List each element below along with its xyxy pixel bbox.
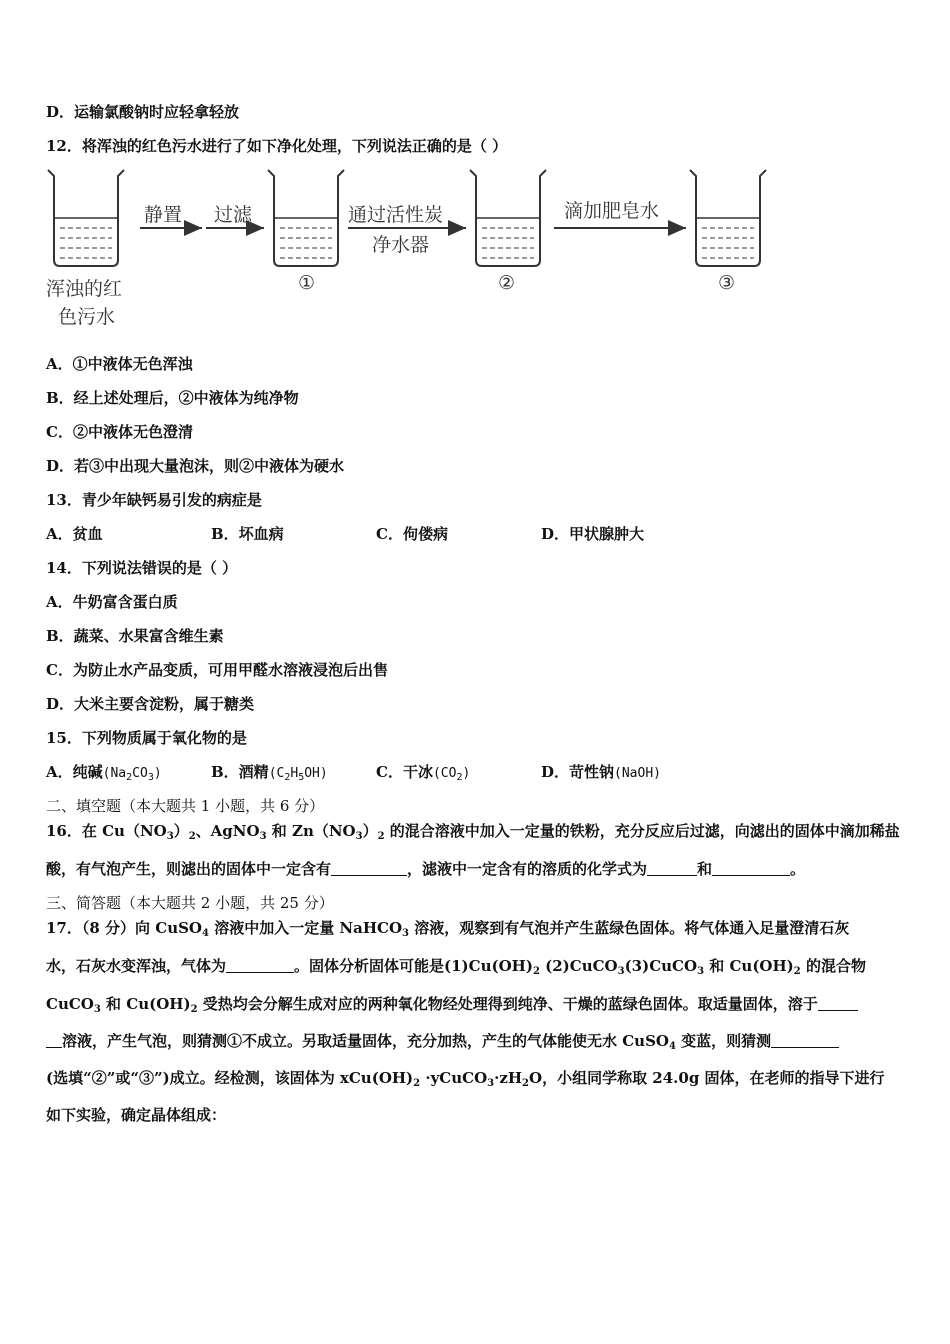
q17-line3: CuCO$_3$ 和 $Cu(OH)_2$ 受热均会分解生成对应的两种氧化物经处理得到纯净、干燥的蓝绿色固体。取适量固体，溶于 (46, 994, 858, 1014)
water-purification-diagram (42, 166, 782, 336)
blank-gas[interactable] (226, 958, 294, 973)
q14-stem: 14．下列说法错误的是（ ） (46, 559, 238, 577)
q13-option-d: D．甲状腺肿大 (541, 525, 645, 543)
start-label-2: 色污水 (58, 306, 116, 328)
beaker-2-label: ② (498, 272, 516, 294)
q12-option-c: C．②中液体无色澄清 (46, 423, 193, 441)
step-carbon-2: 净水器 (372, 234, 430, 256)
q17-line2: 水，石灰水变浑浊，气体为 。固体分析固体可能是$(1)Cu(OH)_2$ (2)CuCO$_3$(3)CuCO$_3$ 和 $Cu(OH)_2$ 的混合物 (46, 957, 866, 977)
blank-reagent-a[interactable] (818, 996, 858, 1011)
beaker-1 (268, 170, 344, 266)
q12-option-a: A．①中液体无色浑浊 (46, 355, 193, 373)
section2-title: 二、填空题（本大题共 1 小题，共 6 分） (46, 797, 325, 815)
step-carbon-1: 通过活性炭 (348, 204, 444, 226)
beaker-3 (690, 170, 766, 266)
blank-solute-2[interactable] (712, 861, 790, 876)
q16-line2: 酸，有气泡产生，则滤出的固体中一定含有 ，滤液中一定含有的溶质的化学式为 和 。 (46, 860, 806, 878)
q17-line4: 溶液，产生气泡，则猜测①不成立。另取适量固体，充分加热，产生的气体能使无水 CuSO$_4$ 变蓝，则猜测 (46, 1031, 839, 1051)
q13-stem: 13．青少年缺钙易引发的病症是 (46, 491, 262, 509)
q13-option-c: C．佝偻病 (376, 525, 448, 543)
q12-option-b: B．经上述处理后，②中液体为纯净物 (46, 389, 299, 407)
q14-option-d: D．大米主要含淀粉，属于糖类 (46, 695, 255, 713)
q15-stem: 15．下列物质属于氧化物的是 (46, 729, 247, 747)
blank-solid[interactable] (331, 861, 407, 876)
q14-option-a: A．牛奶富含蛋白质 (46, 593, 178, 611)
q17-line6: 如下实验，确定晶体组成： (46, 1106, 227, 1124)
q14-option-b: B．蔬菜、水果富含维生素 (46, 627, 224, 645)
blank-reagent-b[interactable] (46, 1033, 62, 1048)
q13-option-a: A．贫血 (46, 525, 103, 543)
q15-option-d: D．苛性钠(NaOH) (541, 763, 661, 781)
q13-option-b: B．坏血病 (211, 525, 284, 543)
beaker-2 (470, 170, 546, 266)
q14-option-c: C．为防止水产品变质，可用甲醛水溶液浸泡后出售 (46, 661, 388, 679)
q15-option-a: A．纯碱$(Na_2CO_3)$ (46, 763, 162, 783)
q12-option-d: D．若③中出现大量泡沫，则②中液体为硬水 (46, 457, 345, 475)
beaker-3-label: ③ (718, 272, 736, 294)
step-settle: 静置 (144, 204, 183, 226)
step-filter: 过滤 (214, 204, 253, 226)
q12-stem: 12．将浑浊的红色污水进行了如下净化处理，下列说法正确的是（ ） (46, 137, 508, 155)
blank-solute-1[interactable] (647, 861, 697, 876)
start-label-1: 浑浊的红 (46, 278, 123, 300)
q16-line1: 16．在 $Cu(NO_3)_2$、AgNO$_3$ 和 $Zn(NO_3)_2$ 的混合溶液中加入一定量的铁粉，充分反应后过滤，向滤出的固体中滴加稀盐 (46, 822, 900, 842)
q15-option-b: B．酒精$(C_2H_5OH)$ (211, 763, 328, 783)
q17-line1: 17．（8 分）向 CuSO$_4$ 溶液中加入一定量 NaHCO$_3$ 溶液，观察到有气泡并产生蓝绿色固体。将气体通入足量澄清石灰 (46, 919, 850, 939)
q17-line5: (选填“②”或“③”)成立。经检测，该固体为 $xCu(OH)_2$ $\cdot yCuCO_3\cdot zH_2O$，小组同学称取 24.0g 固体，在老师的指导下进行 (46, 1069, 885, 1089)
blank-guess[interactable] (771, 1033, 839, 1048)
q11-option-d: D．运输氯酸钠时应轻拿轻放 (46, 103, 240, 121)
q15-option-c: C．干冰$(CO_2)$ (376, 763, 471, 783)
beaker-start (48, 170, 124, 266)
beaker-1-label: ① (298, 272, 316, 294)
section3-title: 三、简答题（本大题共 2 小题，共 25 分） (46, 894, 334, 912)
step-soap: 滴加肥皂水 (564, 200, 660, 222)
